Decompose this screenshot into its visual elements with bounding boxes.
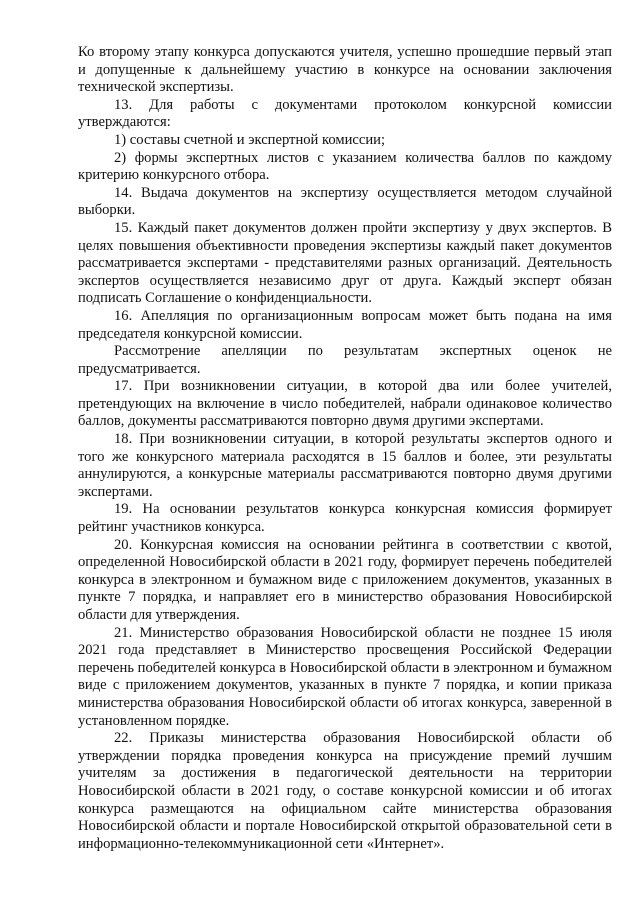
- paragraph-19: 19. На основании результатов конкурса конкурсная комиссия формирует рейтинг участников конкурса.: [78, 501, 612, 536]
- paragraph-21: 21. Министерство образования Новосибирской области не позднее 15 июля 2021 года представляет в Министерство просвещения Российской Федерации перечень победителей конкурса в Новосибирской области в электронном и бумажном виде с приложением документов, указанных в пункте 7 порядка, и копии приказа министерства образования Новосибирской области об итогах конкурса, заверенной в установленном порядке.: [78, 624, 612, 729]
- paragraph-22: 22. Приказы министерства образования Новосибирской области об утверждении порядка проведения конкурса на присуждение премий лучшим учителям за достижения в педагогической деятельности на территории Новосибирской области в 2021 году, о составе конкурсной комиссии и об итогах конкурса размещаются на официальном сайте министерства образования Новосибирской области и портале Новосибирской открытой образовательной сети в информационно-телекоммуникационной сети «Интернет».: [78, 730, 612, 852]
- paragraph-14: 14. Выдача документов на экспертизу осуществляется методом случайной выборки.: [78, 184, 612, 219]
- paragraph-16: 16. Апелляция по организационным вопросам может быть подана на имя председателя конкурсной комиссии.: [78, 307, 612, 342]
- paragraph-17: 17. При возникновении ситуации, в которой два или более учителей, претендующих на включение в число победителей, набрали одинаковое количество баллов, документы рассматриваются повторно двумя другими экспертами.: [78, 378, 612, 430]
- paragraph-20: 20. Конкурсная комиссия на основании рейтинга в соответствии с квотой, определенной Новосибирской области в 2021 году, формирует перечень победителей конкурса в электронном и бумажном виде с приложением документов, указанных в пункте 7 порядка, и направляет его в министерство образования Новосибирской области для утверждения.: [78, 536, 612, 623]
- paragraph-13-2: 2) формы экспертных листов с указанием количества баллов по каждому критерию конкурсного отбора.: [78, 149, 612, 184]
- paragraph-13-1: 1) составы счетной и экспертной комиссии;: [114, 131, 386, 148]
- document-page: [78, 44, 612, 853]
- paragraph-intro: Ко второму этапу конкурса допускаются учителя, успешно прошедшие первый этап и допущенные к дальнейшему участию в конкурсе на основании заключения технической экспертизы.: [78, 44, 612, 96]
- paragraph-13: 13. Для работы с документами протоколом конкурсной комиссии утверждаются:: [78, 96, 612, 131]
- paragraph-15: 15. Каждый пакет документов должен пройти экспертизу у двух экспертов. В целях повышения объективности проведения экспертизы каждый пакет документов рассматривается экспертами - представителями разных организаций. Деятельность экспертов осуществляется независимо друг от друга. Каждый эксперт обязан подписать Соглашение о конфиденциальности.: [78, 219, 612, 307]
- paragraph-16-appeal: Рассмотрение апелляции по результатам экспертных оценок не предусматривается.: [78, 343, 612, 377]
- paragraph-18: 18. При возникновении ситуации, в которой результаты экспертов одного и того же конкурсного материала расходятся в 15 баллов и более, эти результаты аннулируются, а конкурсные материалы рассматриваются повторно двумя другими экспертами.: [78, 431, 612, 500]
